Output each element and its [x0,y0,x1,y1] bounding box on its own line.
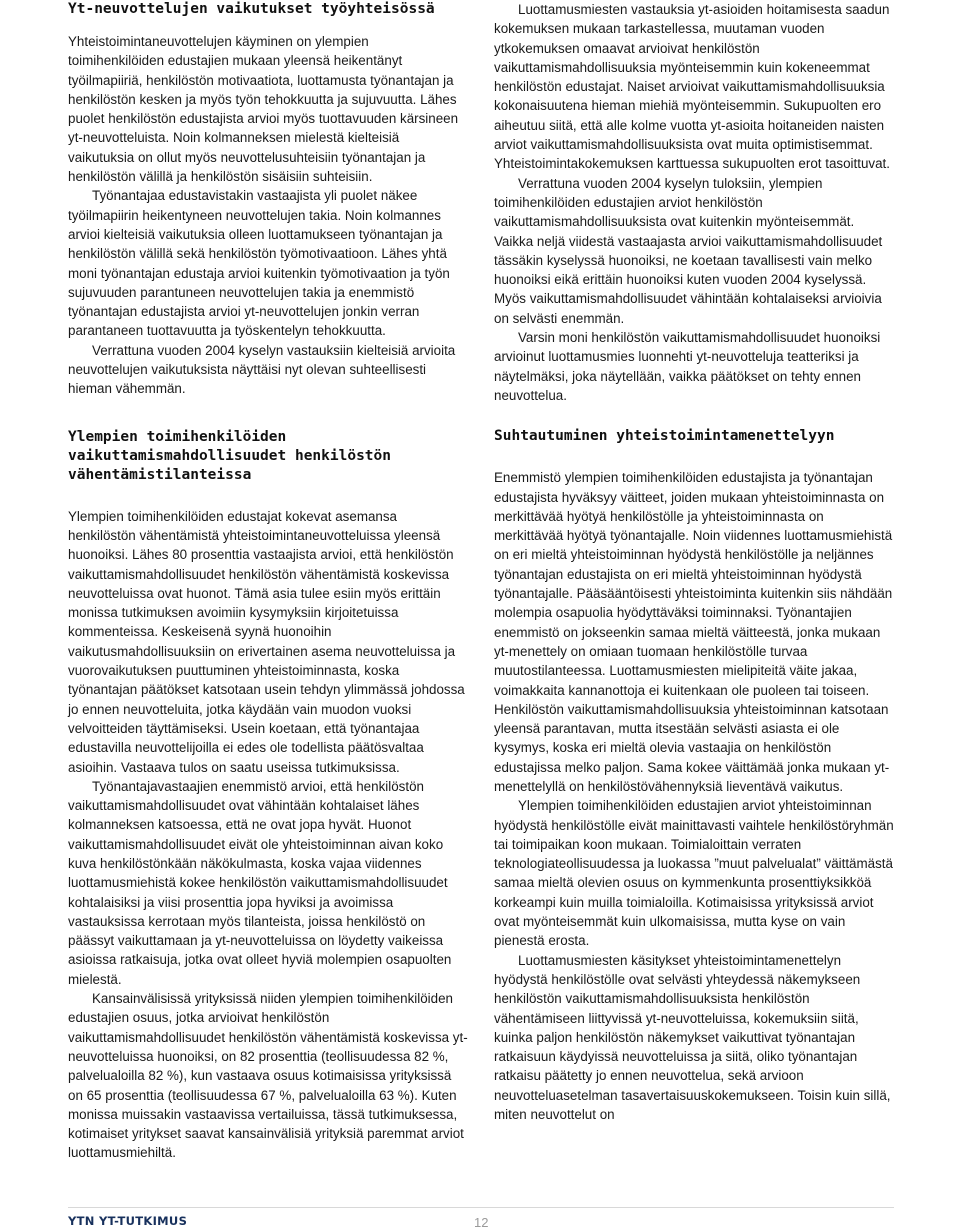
paragraph: Varsin moni henkilöstön vaikuttamismahdollisuudet huonoiksi arvioinut luottamusmies luonnehti yt-neuvotteluja teatteriksi ja näytelmäksi, joka näytellään, vaikka päätökset on tehty ennen neuvottelua. [494,330,881,403]
section-heading-attitude: Suhtautuminen yhteistoimintamenettelyyn [494,428,835,445]
section-heading-impacts: Yt-neuvottelujen vaikutukset työyhteisössä [68,1,435,17]
paragraph: Luottamusmiesten käsitykset yhteistoimintamenettelyn hyödystä henkilöstölle ovat selvästi yhteydessä näkemykseen henkilöstön vaikuttamismahdollisuuksista henkilöstön vähentämiseen liittyvissä yt-neuvotteluissa, kokemuksiin siitä, kuinka paljon henkilöstön näkemykset vaikuttivat työnantajan ratkaisuun käydyissä neuvotteluissa ja siitä, oliko työnantajan ratkaisu päätetty jo ennen neuvottelua, sekä arvioon neuvotteluasetelman tasavertaisuuskokemukseen. Toisin kuin sillä, miten neuvottelut on [494,952,891,1123]
paragraph: Yhteistoimintaneuvottelujen käyminen on ylempien toimihenkilöiden edustajien mukaan yleensä heikentänyt työilmapiiriä, henkilöstön motivaatiota, luottamusta työnantajan ja henkilöstön kesken ja myös työn tehokkuutta ja sujuvuutta. Lähes puolet henkilöstön edustajista arvioi myös tuottavuuden kärsineen yt-neuvotteluista. Noin kolmanneksen mielestä kielteisiä vaikutuksia on ollut myös neuvottelusuhteisiin työnantajan ja henkilöstön välillä ja henkilöstön sisäisiin suhteisiin. [68,34,459,185]
section-heading-influence: Ylempien toimihenkilöiden vaikuttamismahdollisuudet henkilöstön vähentämistilanteissa [68,428,392,483]
left-column [68,0,468,1163]
paragraph: Verrattuna vuoden 2004 kyselyn tuloksiin, ylempien toimihenkilöiden edustajien arviot henkilöstön vaikuttamismahdollisuuksista ovat kuitenkin myönteisemmät. Vaikka neljä viidestä vastaajasta arvioi vaikuttamismahdollisuudet tässäkin kyselyssä huonoiksi, ne koetaan tavallisesti vain melko huonoiksi eikä erittäin huonoiksi kuten vuoden 2004 kyselyssä. Myös vaikuttamismahdollisuudet vähintään kohtalaiseksi arvioivia on selvästi enemmän. [494,175,883,326]
paragraph: Enemmistö ylempien toimihenkilöiden edustajista ja työnantajan edustajista hyväksyy väitteet, joiden mukaan yhteistoiminnasta on merkittävää hyötyä henkilöstölle ja yhteistoiminnasta on merkittävää hyötyä työnantajalle. Noin viidennes luottamusmiehistä on eri mieltä yhteistoiminnan hyödystä henkilöstölle ja neljännes työnantajan edustajista on eri mieltä yhteistoiminnan hyödystä työnantajalle. Pääsääntöisesti yhteistoiminta kuitenkin siis nähdään molempia osapuolia hyödyttäväksi toiminnaksi. Työnantajien enemmistö on jokseenkin samaa mieltä väitteestä, jonka mukaan yt-menettely on omiaan tuomaan henkilöstölle turvaa muutostilanteessa. Luottamusmiesten mielipiteitä väite jakaa, voimakkaita kannanottoja ei kuitenkaan ole puoleen tai toiseen. Henkilöstön vaikuttamismahdollisuuksia yhteistoiminnan katsotaan yleensä parantavan, mutta itsestään selvästi asiasta ei ole kysymys, koska eri mieltä olevia vastaajia on henkilöstön edustajissa melko paljon. Sama kokee väittämää jonka mukaan yt-menettelyllä on henkilöstövähennyksiä lieventävä vaikutus. [494,470,893,794]
paragraph: Luottamusmiesten vastauksia yt-asioiden hoitamisesta saadun kokemuksen mukaan tarkastellessa, muutaman vuoden ytkokemuksen omaavat arvioivat henkilöstön vaikuttamismahdollisuuksia myönteisemmin kuin kokeneemmat henkilöstön edustajat. Naiset arvioivat vaikuttamismahdollisuuksia kokonaisuutena hieman miehiä myönteisemmin. Sukupuolten ero aiheutuu siitä, että alle kolme vuotta yt-asioita hoitaneiden naisten arviot vaikuttamismahdollisuuksista ovat muita optimistisemmat. Yhteistoimintakokemuksen karttuessa sukupuolten erot tasoittuvat. [494,2,890,172]
paragraph: Työnantajavastaajien enemmistö arvioi, että henkilöstön vaikuttamismahdollisuudet ovat vähintään kohtalaiset lähes kolmanneksen katsoessa, että ne ovat jopa hyvät. Huonot vaikuttamismahdollisuudet eivät ole yhteistoiminnan aivan koko kuva henkilöstönkään näkökulmasta, koska vajaa viidennes luottamusmiehistä kokee henkilöstön vaikuttamismahdollisuudet kohtalaisiksi ja viisi prosenttia jopa hyviksi ja avoimissa vastauksissa kerrotaan myös tilanteista, joissa henkilöstö on päässyt vaikuttamaan ja yt-neuvotteluissa on löydetty vaikeissa asioissa ratkaisuja, jotka ovat olleet hyviä molempien osapuolten mielestä. [68,778,452,987]
right-column [494,0,894,1124]
page-number: 12 [474,1215,489,1230]
paragraph: Verrattuna vuoden 2004 kyselyn vastauksiin kielteisiä arvioita neuvottelujen vaikutuksista näyttäisi nyt olevan suhteellisesti hieman vähemmän. [68,342,456,397]
paragraph: Työnantajaa edustavistakin vastaajista yli puolet näkee työilmapiirin heikentyneen neuvottelujen takia. Noin kolmannes arvioi kielteisiä vaikutuksia olleen luottamukseen työnantajan ja henkilöstön välillä sekä henkilöstön työmotivaatioon. Lähes yhtä moni työnantajan edustaja arvioi kuitenkin työmotivaation ja työn sujuvuuden parantuneen neuvottelujen takia ja enemmistö työnantajan edustajista arvioi yt-neuvottelujen jonkin verran parantaneen tuottavuutta ja työskentelyn tehokkuutta. [68,188,450,339]
paragraph: Ylempien toimihenkilöiden edustajien arviot yhteistoiminnan hyödystä henkilöstölle eivät mainittavasti vaihtele henkilöstöryhmän tai toimipaikan koon mukaan. Toimialoittain verraten teknologiateollisuudessa ja luokassa ”muut palvelualat” väittämästä samaa mieltä olevien osuus on kymmenkunta prosenttiyksikköä korkeampi kuin muilla toimialoilla. Kotimaisissa yrityksissä arviot ovat myönteisemmät kuin ulkomaisissa, mutta kyse on vain pienestä erosta. [494,798,894,949]
paragraph: Ylempien toimihenkilöiden edustajat kokevat asemansa henkilöstön vähentämistä yhteistoimintaneuvotteluissa yleensä huonoiksi. Lähes 80 prosenttia vastaajista arvioi, että henkilöstön vaikuttamismahdollisuudet henkilöstön vähentämistä koskevissa neuvotteluissa ovat huonot. Tämä asia tulee esiin myös erittäin monissa tutkimuksen avoimiin kysymyksiin kirjoitetuissa kommenteissa. Keskeisenä syynä huonoihin vaikutusmahdollisuuksiin on erivertainen asema neuvotteluissa ja vuorovaikutuksen puuttuminen yhteistoiminnasta, koska työnantajan päätökset katsotaan usein tehdyn ylimmässä johdossa jo ennen neuvotteluita, jotka käydään vain muodon vuoksi velvoitteiden täyttämiseksi. Usein koetaan, että työnantajaa edustavilla neuvottelijoilla ei edes ole todellista päätösvaltaa asioihin. Vastaava tulos on saatu useissa tutkimuksissa. [68,508,465,775]
footer-divider [68,1207,894,1208]
footer-brand: YTN YT-TUTKIMUS [68,1214,188,1228]
paragraph: Kansainvälisissä yrityksissä niiden ylempien toimihenkilöiden edustajien osuus, jotka arvioivat henkilöstön vaikuttamismahdollisuudet henkilöstön vähentämistä koskevissa yt-neuvotteluissa huonoiksi, on 82 prosenttia (teollisuudessa 82 %, palvelualoilla 82 %), kun vastaava osuus kotimaisissa yrityksissä on 65 prosenttia (teollisuudessa 67 %, palvelualoilla 63 %). Kuten monissa muissakin vastaavissa vertailuissa, tässä tutkimuksessa, kotimaiset yritykset saavat kansainvälisiä yrityksiä paremmat arviot luottamusmiehiltä. [68,991,468,1161]
